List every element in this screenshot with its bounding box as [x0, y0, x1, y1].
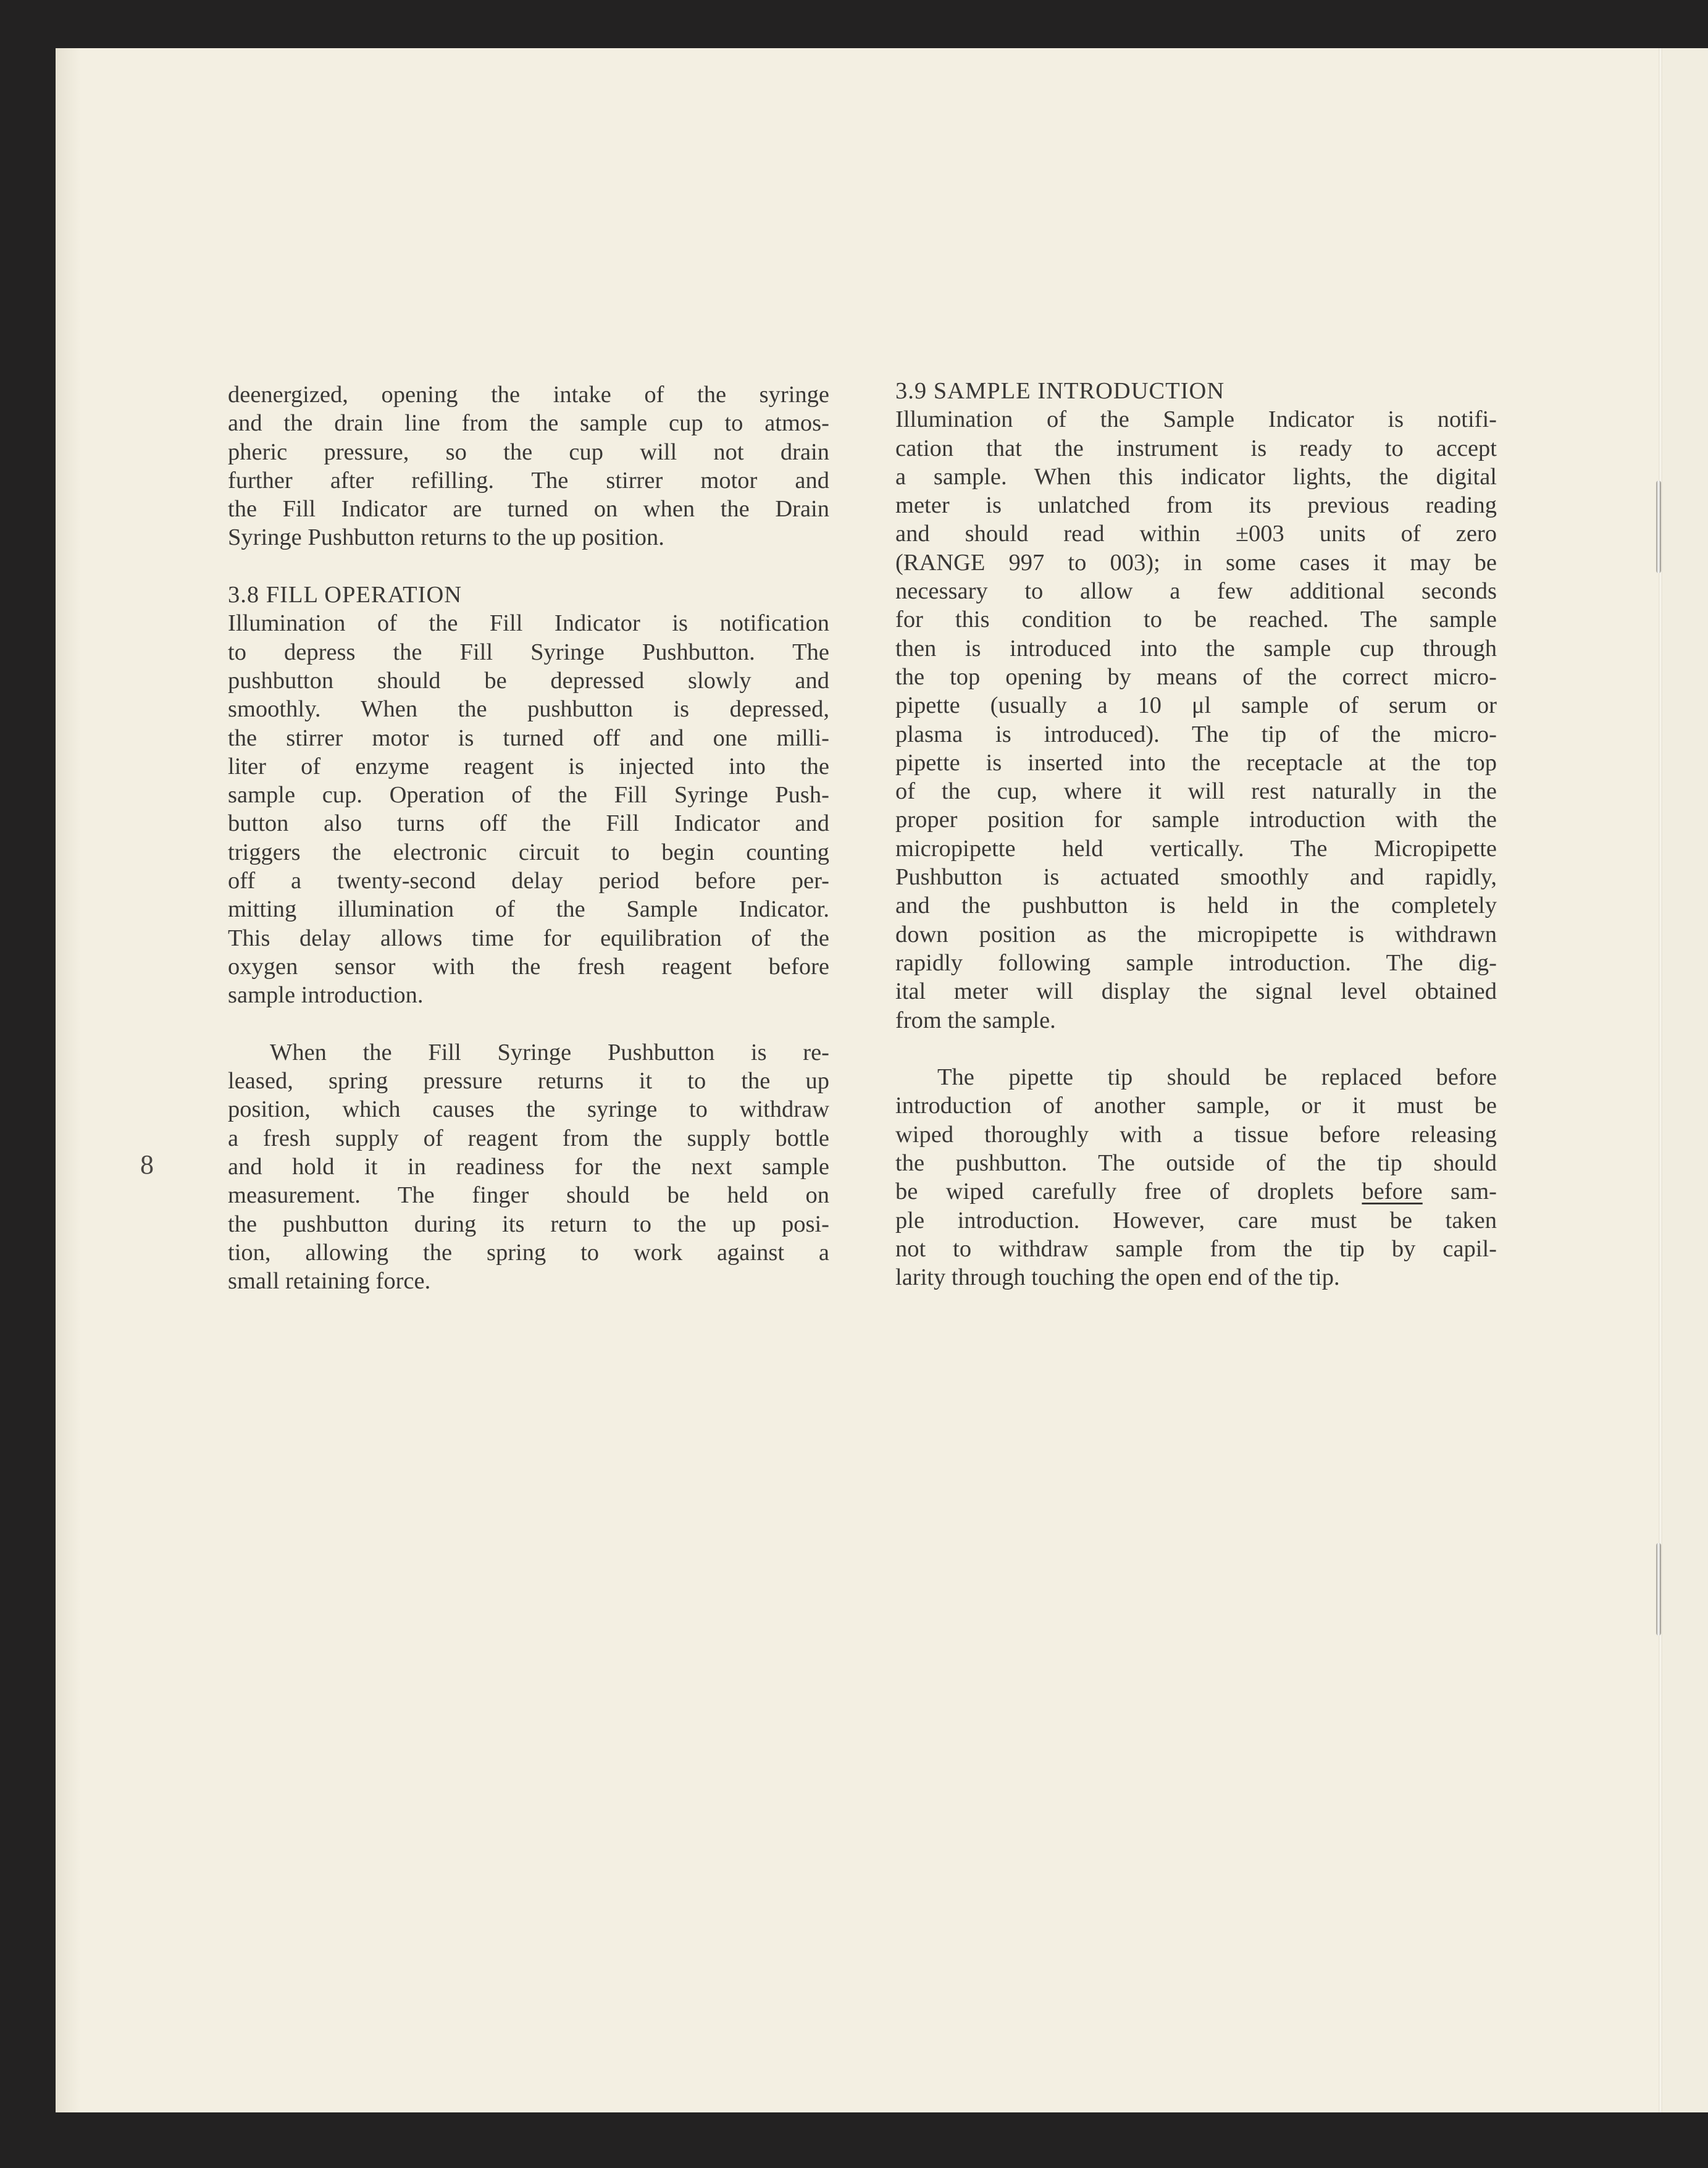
text-line: Illumination of the Sample Indicator is notifi- — [895, 406, 1497, 433]
document-page — [56, 48, 1708, 2112]
next-page-edge — [1662, 48, 1708, 2112]
paragraph — [228, 581, 829, 1009]
paragraph — [895, 1063, 1497, 1292]
text-line: wiped thoroughly with a tissue before releasing — [895, 1121, 1497, 1148]
left-column — [228, 380, 829, 1324]
paragraph — [228, 380, 829, 552]
text-line: for this condition to be reached. The sample — [895, 607, 1497, 633]
text-line: sample cup. Operation of the Fill Syringe Push- — [228, 782, 829, 809]
text-line: The pipette tip should be replaced before — [937, 1064, 1497, 1091]
text-line: small retaining force. — [228, 1268, 431, 1295]
text-line: be wiped carefully free of droplets before sam- — [895, 1179, 1497, 1205]
section-heading: 3.8 FILL OPERATION — [228, 582, 463, 608]
text-line: the stirrer motor is turned off and one milli- — [228, 725, 829, 751]
underlined-word: before — [1362, 1179, 1423, 1205]
text-line: the pushbutton during its return to the up posi- — [228, 1211, 829, 1237]
text-line: the top opening by means of the correct micro- — [895, 663, 1497, 690]
text-line: the pushbutton. The outside of the tip should — [895, 1150, 1497, 1177]
text-line: button also turns off the Fill Indicator and — [228, 810, 829, 837]
text-line: to depress the Fill Syringe Pushbutton. The — [228, 639, 829, 665]
text-line: Illumination of the Fill Indicator is notification — [228, 610, 829, 637]
text-line: oxygen sensor with the fresh reagent before — [228, 953, 829, 980]
text-line: off a twenty-second delay period before per- — [228, 868, 829, 894]
text-line: pheric pressure, so the cup will not drain — [228, 439, 829, 465]
text-line: further after refilling. The stirrer motor and — [228, 467, 829, 494]
text-line: ple introduction. However, care must be taken — [895, 1207, 1497, 1233]
text-line: ital meter will display the signal level obtained — [895, 978, 1497, 1005]
text-line: deenergized, opening the intake of the syringe — [228, 382, 829, 408]
staple-bottom — [1656, 1543, 1661, 1636]
text-line: not to withdraw sample from the tip by capil- — [895, 1235, 1497, 1262]
text-line: meter is unlatched from its previous reading — [895, 492, 1497, 519]
text-line: smoothly. When the pushbutton is depressed, — [228, 696, 829, 723]
text-line: larity through touching the open end of the tip. — [895, 1264, 1340, 1291]
text-line: introduction of another sample, or it must be — [895, 1093, 1497, 1119]
text-line: pushbutton should be depressed slowly and — [228, 667, 829, 694]
text-line: micropipette held vertically. The Micropipette — [895, 835, 1497, 862]
text-line: a sample. When this indicator lights, the digital — [895, 463, 1497, 490]
text-line: This delay allows time for equilibration of the — [228, 925, 829, 951]
text-line: sample introduction. — [228, 982, 424, 1009]
text-line: tion, allowing the spring to work against a — [228, 1239, 829, 1266]
text-line: then is introduced into the sample cup through — [895, 635, 1497, 662]
text-line: and the drain line from the sample cup to atmos- — [228, 410, 829, 437]
text-line: down position as the micropipette is withdrawn — [895, 921, 1497, 947]
text-line: necessary to allow a few additional seconds — [895, 578, 1497, 605]
paragraph — [895, 377, 1497, 1035]
text-line: of the cup, where it will rest naturally in the — [895, 778, 1497, 805]
text-line: measurement. The finger should be held on — [228, 1182, 829, 1209]
text-line: mitting illumination of the Sample Indicator. — [228, 896, 829, 923]
text-line: the Fill Indicator are turned on when the Drain — [228, 496, 829, 523]
text-line: When the Fill Syringe Pushbutton is re- — [270, 1039, 829, 1065]
section-heading: 3.9 SAMPLE INTRODUCTION — [895, 378, 1225, 404]
text-line: Syringe Pushbutton returns to the up position. — [228, 524, 664, 551]
text-line: pipette is inserted into the receptacle at the top — [895, 749, 1497, 776]
text-line: pipette (usually a 10 μl sample of serum or — [895, 692, 1497, 719]
text-line: and the pushbutton is held in the completely — [895, 893, 1497, 919]
text-line: a fresh supply of reagent from the supply bottle — [228, 1125, 829, 1151]
text-line: rapidly following sample introduction. The dig- — [895, 949, 1497, 976]
page-number: 8 — [140, 1149, 154, 1180]
text-line: proper position for sample introduction with the — [895, 807, 1497, 833]
right-column — [895, 377, 1497, 1321]
text-line: from the sample. — [895, 1007, 1056, 1033]
text-line: Pushbutton is actuated smoothly and rapidly, — [895, 864, 1497, 891]
paragraph — [228, 1038, 829, 1296]
text-line: liter of enzyme reagent is injected into the — [228, 753, 829, 779]
staple-top — [1656, 481, 1661, 573]
text-line: cation that the instrument is ready to accept — [895, 435, 1497, 461]
text-line: position, which causes the syringe to withdraw — [228, 1096, 829, 1123]
text-line: leased, spring pressure returns it to the up — [228, 1068, 829, 1095]
text-line: plasma is introduced). The tip of the micro- — [895, 721, 1497, 747]
text-line: triggers the electronic circuit to begin counting — [228, 839, 829, 865]
text-line: and hold it in readiness for the next sample — [228, 1154, 829, 1180]
text-line: and should read within ±003 units of zero — [895, 521, 1497, 547]
text-line: (RANGE 997 to 003); in some cases it may be — [895, 549, 1497, 576]
